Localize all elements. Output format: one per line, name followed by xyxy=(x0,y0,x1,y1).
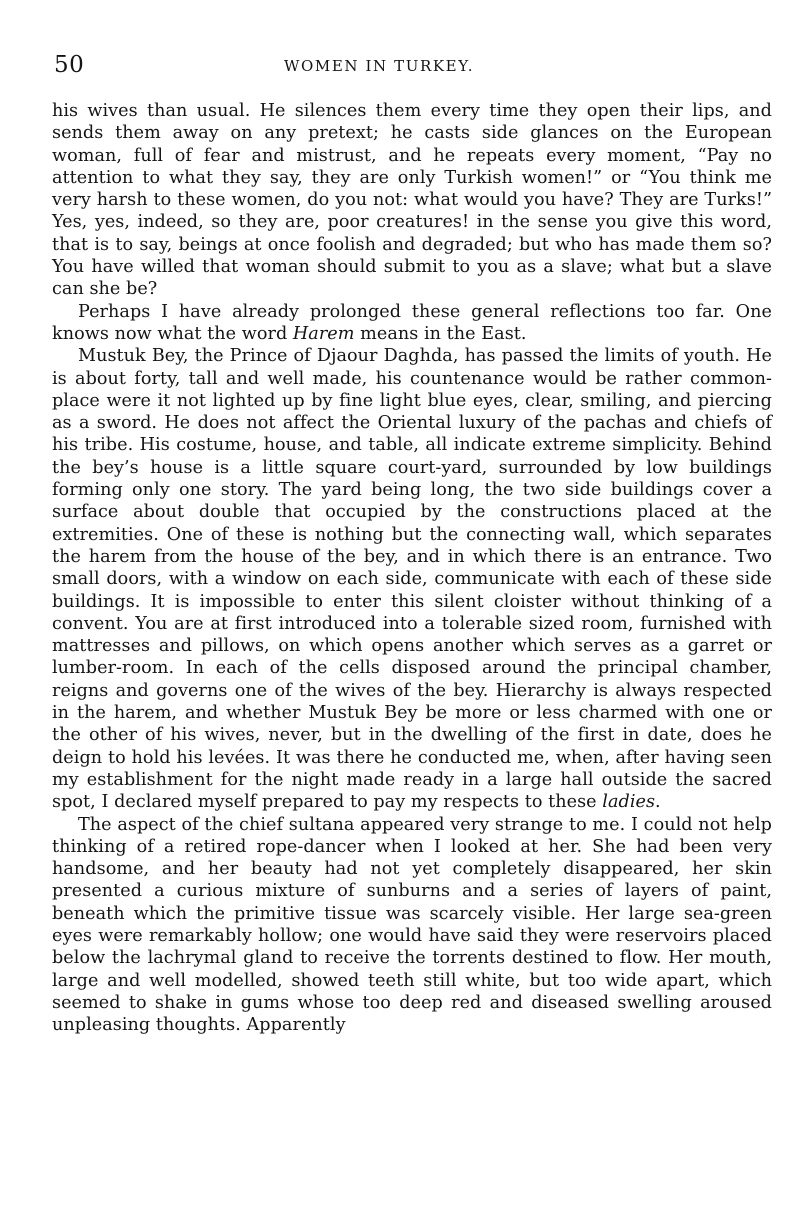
paragraph-2 xyxy=(52,301,772,346)
body-text xyxy=(52,100,772,1036)
italic-term-ladies: ladies xyxy=(602,792,656,813)
paragraph-text: . xyxy=(655,792,661,813)
page-number: 50 xyxy=(54,52,85,78)
italic-term-harem: Harem xyxy=(292,323,355,344)
paragraph-1 xyxy=(52,100,772,301)
paragraph-text: Perhaps I have already prolonged these general reflections too far. One knows now what the word xyxy=(52,301,772,344)
paragraph-4 xyxy=(52,814,772,1037)
paragraph-text: his wives than usual. He silences them every time they open their lips, and sends them away on any pretext; he casts side glances on the European woman, full of fear and mistrust, and he repeats every moment, “Pay no attention to what they say, they are only Turkish women!” or “You think me very harsh to these women, do you not: what would you have? They are Turks!” Yes, yes, indeed, so they are, poor creatures! in the sense you give this word, that is to say, beings at once foolish and degraded; but who has made them so? You have willed that woman should submit to you as a slave; what but a slave can she be? xyxy=(52,101,772,300)
book-page xyxy=(52,52,772,1036)
paragraph-3 xyxy=(52,345,772,813)
page-header xyxy=(52,52,772,88)
running-title: WOMEN IN TURKEY. xyxy=(284,57,475,75)
paragraph-text: Mustuk Bey, the Prince of Djaour Daghda, has passed the limits of youth. He is about forty, tall and well made, his countenance would be rather common-place were it not lighted up by fine light blue eyes, clear, smiling, and piercing as a sword. He does not affect the Oriental luxury of the pachas and chiefs of his tribe. His costume, house, and table, all indicate extreme simplicity. Behind the bey’s house is a little square court-yard, surrounded by low buildings forming only one story. The yard being long, the two side buildings cover a surface about double that occupied by the constructions placed at the extremities. One of these is nothing but the connecting wall, which separates the harem from the house of the bey, and in which there is an entrance. Two small doors, with a window on each side, communicate with each of these side buildings. It is impossible to enter this silent cloister without thinking of a convent. You are at first introduced into a tolerable sized room, furnished with mattresses and pillows, on which opens another which serves as a garret or lumber-room. In each of the cells disposed around the principal chamber, reigns and governs one of the wives of the bey. Hierarchy is always respected in the harem, and whether Mustuk Bey be more or less charmed with one or the other of his wives, never, but in the dwelling of the first in date, does he deign to hold his levées. It was there he conducted me, when, after having seen my establishment for the night made ready in a large hall outside the sacred spot, I declared myself prepared to pay my respects to these xyxy=(52,346,772,813)
paragraph-text: means in the East. xyxy=(354,323,527,344)
paragraph-text: The aspect of the chief sultana appeared very strange to me. I could not help thinking of a retired rope-dancer when I looked at her. She had been very handsome, and her beauty had not yet completely disappeared, her skin presented a curious mixture of sunburns and a series of layers of paint, beneath which the primitive tissue was scarcely visible. Her large sea-green eyes were remarkably hollow; one would have said they were reservoirs placed below the lachrymal gland to receive the torrents destined to flow. Her mouth, large and well modelled, showed teeth still white, but too wide apart, which seemed to shake in gums whose too deep red and diseased swelling aroused unpleasing thoughts. Apparently xyxy=(52,814,772,1036)
